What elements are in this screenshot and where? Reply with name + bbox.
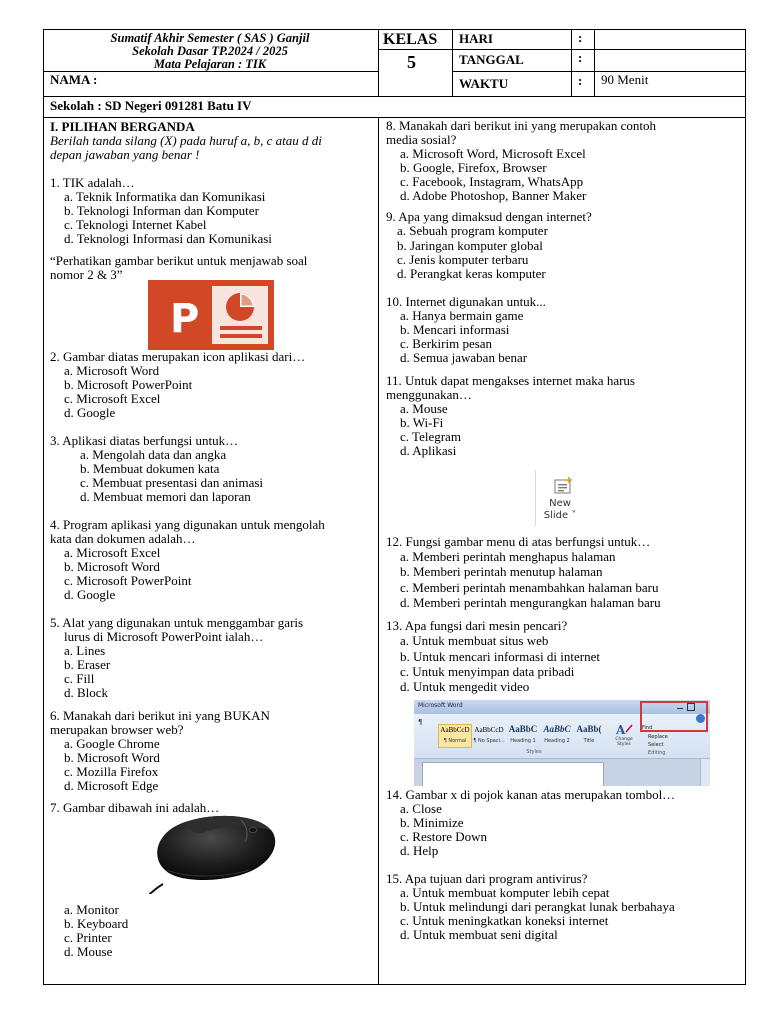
q11-stem-line-2: menggunakan… <box>386 387 472 402</box>
header-divider-v4 <box>594 29 595 97</box>
mouse-image <box>145 812 280 894</box>
style-heading1-name: Heading 1 <box>510 738 536 744</box>
q5-stem-line-2: lurus di Microsoft PowerPoint ialah… <box>64 629 264 644</box>
change-styles-icon[interactable] <box>614 722 634 736</box>
powerpoint-icon-letter: P <box>170 296 200 342</box>
kelas-underline <box>378 49 452 50</box>
q15-option-d[interactable]: d. Untuk membuat seni digital <box>400 927 558 942</box>
q14-stem: 14. Gambar x di pojok kanan atas merupakan tombol… <box>386 787 676 802</box>
school-year: Sekolah Dasar TP.2024 / 2025 <box>132 44 288 58</box>
q11-option-a[interactable]: a. Mouse <box>400 401 448 416</box>
document-page <box>422 762 604 786</box>
q1-option-d[interactable]: d. Teknologi Informasi dan Komunikasi <box>64 231 272 246</box>
style-heading2-name: Heading 2 <box>544 738 570 744</box>
style-title-sample: AaBb( <box>576 724 602 734</box>
q5-option-a[interactable]: a. Lines <box>64 643 106 658</box>
q9-option-b[interactable]: b. Jaringan komputer global <box>397 238 543 253</box>
q9-option-a[interactable]: a. Sebuah program komputer <box>397 223 548 238</box>
q2-option-d[interactable]: d. Google <box>64 405 116 420</box>
scrollbar[interactable] <box>700 759 710 786</box>
instruction-line-1: Berilah tanda silang (X) pada huruf a, b, c atau d di <box>50 133 322 148</box>
waktu-label: WAKTU <box>459 76 509 91</box>
q9-option-d[interactable]: d. Perangkat keras komputer <box>397 266 546 281</box>
q13-option-b[interactable]: b. Untuk mencari informasi di internet <box>400 649 601 664</box>
q4-option-c[interactable]: c. Microsoft PowerPoint <box>64 573 192 588</box>
q7-option-d[interactable]: d. Mouse <box>64 944 113 959</box>
nama-field[interactable]: NAMA : <box>50 72 98 87</box>
kelas-value: 5 <box>407 52 416 72</box>
header-divider-v2 <box>452 29 453 97</box>
q1-option-b[interactable]: b. Teknologi Informan dan Komputer <box>64 203 259 218</box>
q5-option-c[interactable]: c. Fill <box>64 671 95 686</box>
waktu-value: 90 Menit <box>601 72 649 87</box>
section-title: I. PILIHAN BERGANDA <box>50 119 195 134</box>
q15-option-b[interactable]: b. Untuk melindungi dari perangkat lunak berbahaya <box>400 899 675 914</box>
q8-option-a[interactable]: a. Microsoft Word, Microsoft Excel <box>400 146 586 161</box>
border-left <box>43 29 44 985</box>
q10-option-c[interactable]: c. Berkirim pesan <box>400 336 493 351</box>
window-controls-highlight <box>640 701 708 732</box>
q12-option-d[interactable]: d. Memberi perintah mengurangkan halaman baru <box>400 595 661 610</box>
q3-stem: 3. Aplikasi diatas berfungsi untuk… <box>50 433 239 448</box>
style-heading1-sample: AaBbC <box>508 724 538 734</box>
q11-stem-line-1: 11. Untuk dapat mengakses internet maka harus <box>386 373 635 388</box>
q2-stem: 2. Gambar diatas merupakan icon aplikasi dari… <box>50 349 306 364</box>
find-button[interactable]: Find <box>642 725 653 731</box>
styles-group-label: Styles <box>526 749 542 755</box>
q2-option-a[interactable]: a. Microsoft Word <box>64 363 160 378</box>
q10-option-d[interactable]: d. Semua jawaban benar <box>400 350 528 365</box>
q6-option-c[interactable]: c. Mozilla Firefox <box>64 764 159 779</box>
change-styles-label: Change Styles <box>615 737 633 747</box>
q15-option-c[interactable]: c. Untuk meningkatkan koneksi internet <box>400 913 609 928</box>
hari-row-line <box>452 49 746 50</box>
sekolah-field: Sekolah : SD Negeri 091281 Batu IV <box>50 98 252 113</box>
new-slide-icon <box>553 476 575 496</box>
q11-option-d[interactable]: d. Aplikasi <box>400 443 457 458</box>
q12-stem: 12. Fungsi gambar menu di atas berfungsi untuk… <box>386 534 651 549</box>
border-top <box>43 29 746 30</box>
q4-option-d[interactable]: d. Google <box>64 587 116 602</box>
hari-label: HARI <box>459 31 493 46</box>
style-title-name: Title <box>583 738 595 744</box>
q13-option-c[interactable]: c. Untuk menyimpan data pribadi <box>400 664 575 679</box>
q9-stem: 9. Apa yang dimaksud dengan internet? <box>386 209 592 224</box>
q8-option-b[interactable]: b. Google, Firefox, Browser <box>400 160 547 175</box>
hari-colon: : <box>578 30 583 45</box>
paragraph-mark-icon: ¶ <box>418 718 423 726</box>
q8-option-d[interactable]: d. Adobe Photoshop, Banner Maker <box>400 188 587 203</box>
q11-option-b[interactable]: b. Wi-Fi <box>400 415 444 430</box>
q3-option-b[interactable]: b. Membuat dokumen kata <box>80 461 220 476</box>
style-normal-name: ¶ Normal <box>443 738 467 744</box>
new-slide-label-1: New <box>549 498 571 509</box>
q9-option-c[interactable]: c. Jenis komputer terbaru <box>397 252 529 267</box>
replace-button[interactable]: Replace <box>648 734 668 740</box>
q7-option-c[interactable]: c. Printer <box>64 930 112 945</box>
new-slide-label-2: Slide ˅ <box>543 510 577 521</box>
q3-option-d[interactable]: d. Membuat memori dan laporan <box>80 489 251 504</box>
q6-stem-line-1: 6. Manakah dari berikut ini yang BUKAN <box>50 708 270 723</box>
q15-stem: 15. Apa tujuan dari program antivirus? <box>386 871 588 886</box>
q6-stem-line-2: merupakan browser web? <box>50 722 184 737</box>
header-divider-v3 <box>571 29 572 97</box>
border-bottom <box>43 984 746 985</box>
select-button[interactable]: Select <box>648 742 664 748</box>
q1-option-c[interactable]: c. Teknologi Internet Kabel <box>64 217 207 232</box>
q6-option-b[interactable]: b. Microsoft Word <box>64 750 160 765</box>
q8-option-c[interactable]: c. Facebook, Instagram, WhatsApp <box>400 174 584 189</box>
style-heading2-sample: AaBbC <box>543 724 571 734</box>
q12-option-c[interactable]: c. Memberi perintah menambahkan halaman baru <box>400 580 659 595</box>
q10-option-a[interactable]: a. Hanya bermain game <box>400 308 524 323</box>
q3-option-c[interactable]: c. Membuat presentasi dan animasi <box>80 475 264 490</box>
q2-option-c[interactable]: c. Microsoft Excel <box>64 391 161 406</box>
q10-stem: 10. Internet digunakan untuk... <box>386 294 546 309</box>
style-normal-sample: AaBbCcD <box>440 726 470 734</box>
style-nospacing-name: ¶ No Spaci... <box>473 738 505 744</box>
tanggal-label: TANGGAL <box>459 52 524 67</box>
q10-option-b[interactable]: b. Mencari informasi <box>400 322 510 337</box>
q7-option-a[interactable]: a. Monitor <box>64 902 119 917</box>
q13-option-d[interactable]: d. Untuk mengedit video <box>400 679 530 694</box>
exam-title: Sumatif Akhir Semester ( SAS ) Ganjil <box>110 31 310 45</box>
q6-option-a[interactable]: a. Google Chrome <box>64 736 160 751</box>
subject: Mata Pelajaran : TIK <box>153 57 267 71</box>
q7-option-b[interactable]: b. Keyboard <box>64 916 129 931</box>
powerpoint-icon <box>148 280 274 350</box>
waktu-colon: : <box>578 73 583 88</box>
tanggal-colon: : <box>578 50 583 65</box>
q5-option-b[interactable]: b. Eraser <box>64 657 111 672</box>
q4-option-a[interactable]: a. Microsoft Excel <box>64 545 161 560</box>
word-title: Microsoft Word <box>418 702 463 709</box>
q8-stem-line-1: 8. Manakah dari berikut ini yang merupakan contoh <box>386 118 657 133</box>
q3-option-a[interactable]: a. Mengolah data dan angka <box>80 447 227 462</box>
q13-option-a[interactable]: a. Untuk membuat situs web <box>400 633 549 648</box>
q12-option-a[interactable]: a. Memberi perintah menghapus halaman <box>400 549 616 564</box>
note-q2-q3-line-2: nomor 2 & 3” <box>50 267 123 282</box>
q11-option-c[interactable]: c. Telegram <box>400 429 461 444</box>
header-divider-v1 <box>378 29 379 97</box>
q13-stem: 13. Apa fungsi dari mesin pencari? <box>386 618 568 633</box>
q1-option-a[interactable]: a. Teknik Informatika dan Komunikasi <box>64 189 266 204</box>
q5-option-d[interactable]: d. Block <box>64 685 109 700</box>
q4-stem-line-1: 4. Program aplikasi yang digunakan untuk mengolah <box>50 517 325 532</box>
kelas-label: KELAS <box>383 31 438 48</box>
border-right <box>745 29 746 985</box>
q12-option-b[interactable]: b. Memberi perintah menutup halaman <box>400 564 603 579</box>
instruction-line-2: depan jawaban yang benar ! <box>50 147 200 162</box>
q4-stem-line-2: kata dan dokumen adalah… <box>50 531 196 546</box>
style-nospacing-sample: AaBbCcD <box>474 726 504 734</box>
q2-option-b[interactable]: b. Microsoft PowerPoint <box>64 377 193 392</box>
header-bottom-line <box>43 96 746 97</box>
note-q2-q3-line-1: “Perhatikan gambar berikut untuk menjawab soal <box>50 253 308 268</box>
svg-text:A: A <box>616 723 626 736</box>
q5-stem-line-1: 5. Alat yang digunakan untuk menggambar garis <box>50 615 304 630</box>
new-slide-button[interactable] <box>535 470 585 526</box>
editing-group-label: Editing <box>648 750 666 756</box>
column-divider <box>378 117 379 985</box>
q1-stem: 1. TIK adalah… <box>50 175 135 190</box>
q7-stem: 7. Gambar dibawah ini adalah… <box>50 800 220 815</box>
tanggal-row-line <box>452 71 746 72</box>
q6-option-d[interactable]: d. Microsoft Edge <box>64 778 159 793</box>
q15-option-a[interactable]: a. Untuk membuat komputer lebih cepat <box>400 885 610 900</box>
q14-option-c[interactable]: c. Restore Down <box>400 829 488 844</box>
q14-option-d[interactable]: d. Help <box>400 843 439 858</box>
q4-option-b[interactable]: b. Microsoft Word <box>64 559 160 574</box>
q14-option-b[interactable]: b. Minimize <box>400 815 464 830</box>
q8-stem-line-2: media sosial? <box>386 132 457 147</box>
q14-option-a[interactable]: a. Close <box>400 801 442 816</box>
